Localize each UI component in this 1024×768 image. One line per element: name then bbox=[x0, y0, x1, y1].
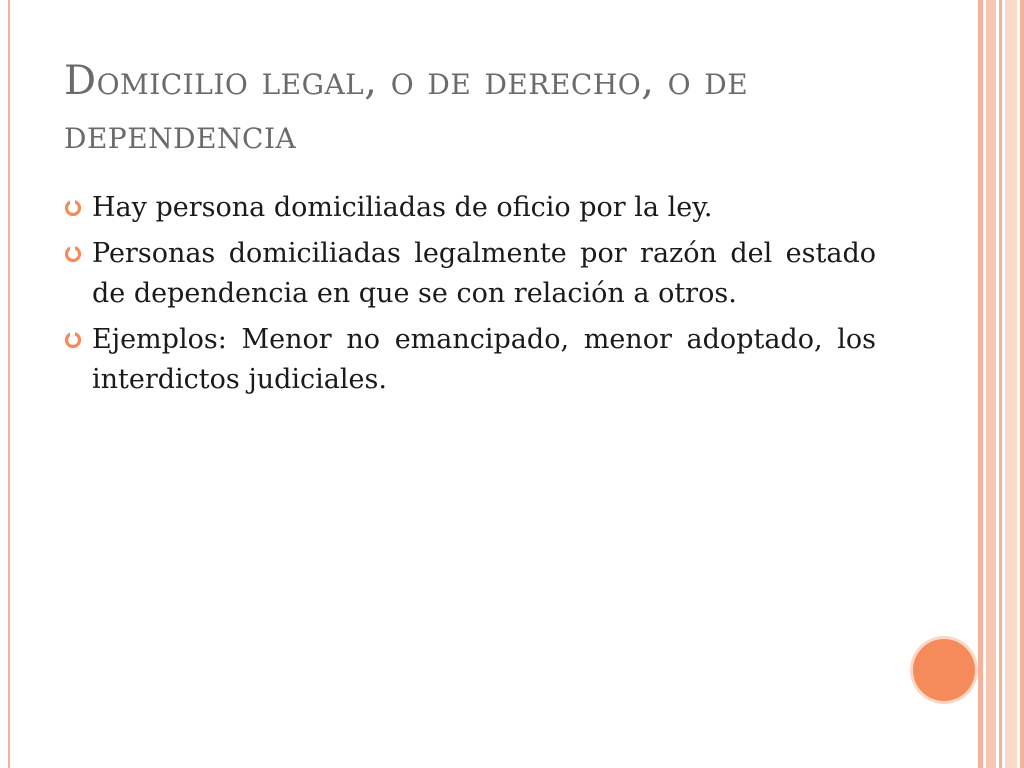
bullet-icon bbox=[64, 331, 82, 349]
bullet-list bbox=[64, 188, 876, 406]
bullet-icon bbox=[64, 199, 82, 217]
bullet-text: Hay persona domiciliadas de oficio por la ley. bbox=[92, 192, 713, 223]
bullet-icon bbox=[64, 245, 82, 263]
slide-title: Domicilio legal, o de derecho, o de dependencia bbox=[64, 58, 749, 158]
bullet-item bbox=[64, 234, 876, 314]
bullet-item bbox=[64, 320, 876, 400]
bullet-item bbox=[64, 188, 876, 228]
bullet-text: Ejemplos: Menor no emancipado, menor adoptado, los interdictos judiciales. bbox=[92, 324, 876, 395]
decorative-right-stripes bbox=[980, 0, 1024, 768]
decorative-orange-circle bbox=[913, 639, 975, 701]
bullet-text: Personas domiciliadas legalmente por razón del estado de dependencia en que se con relación a otros. bbox=[92, 238, 876, 309]
